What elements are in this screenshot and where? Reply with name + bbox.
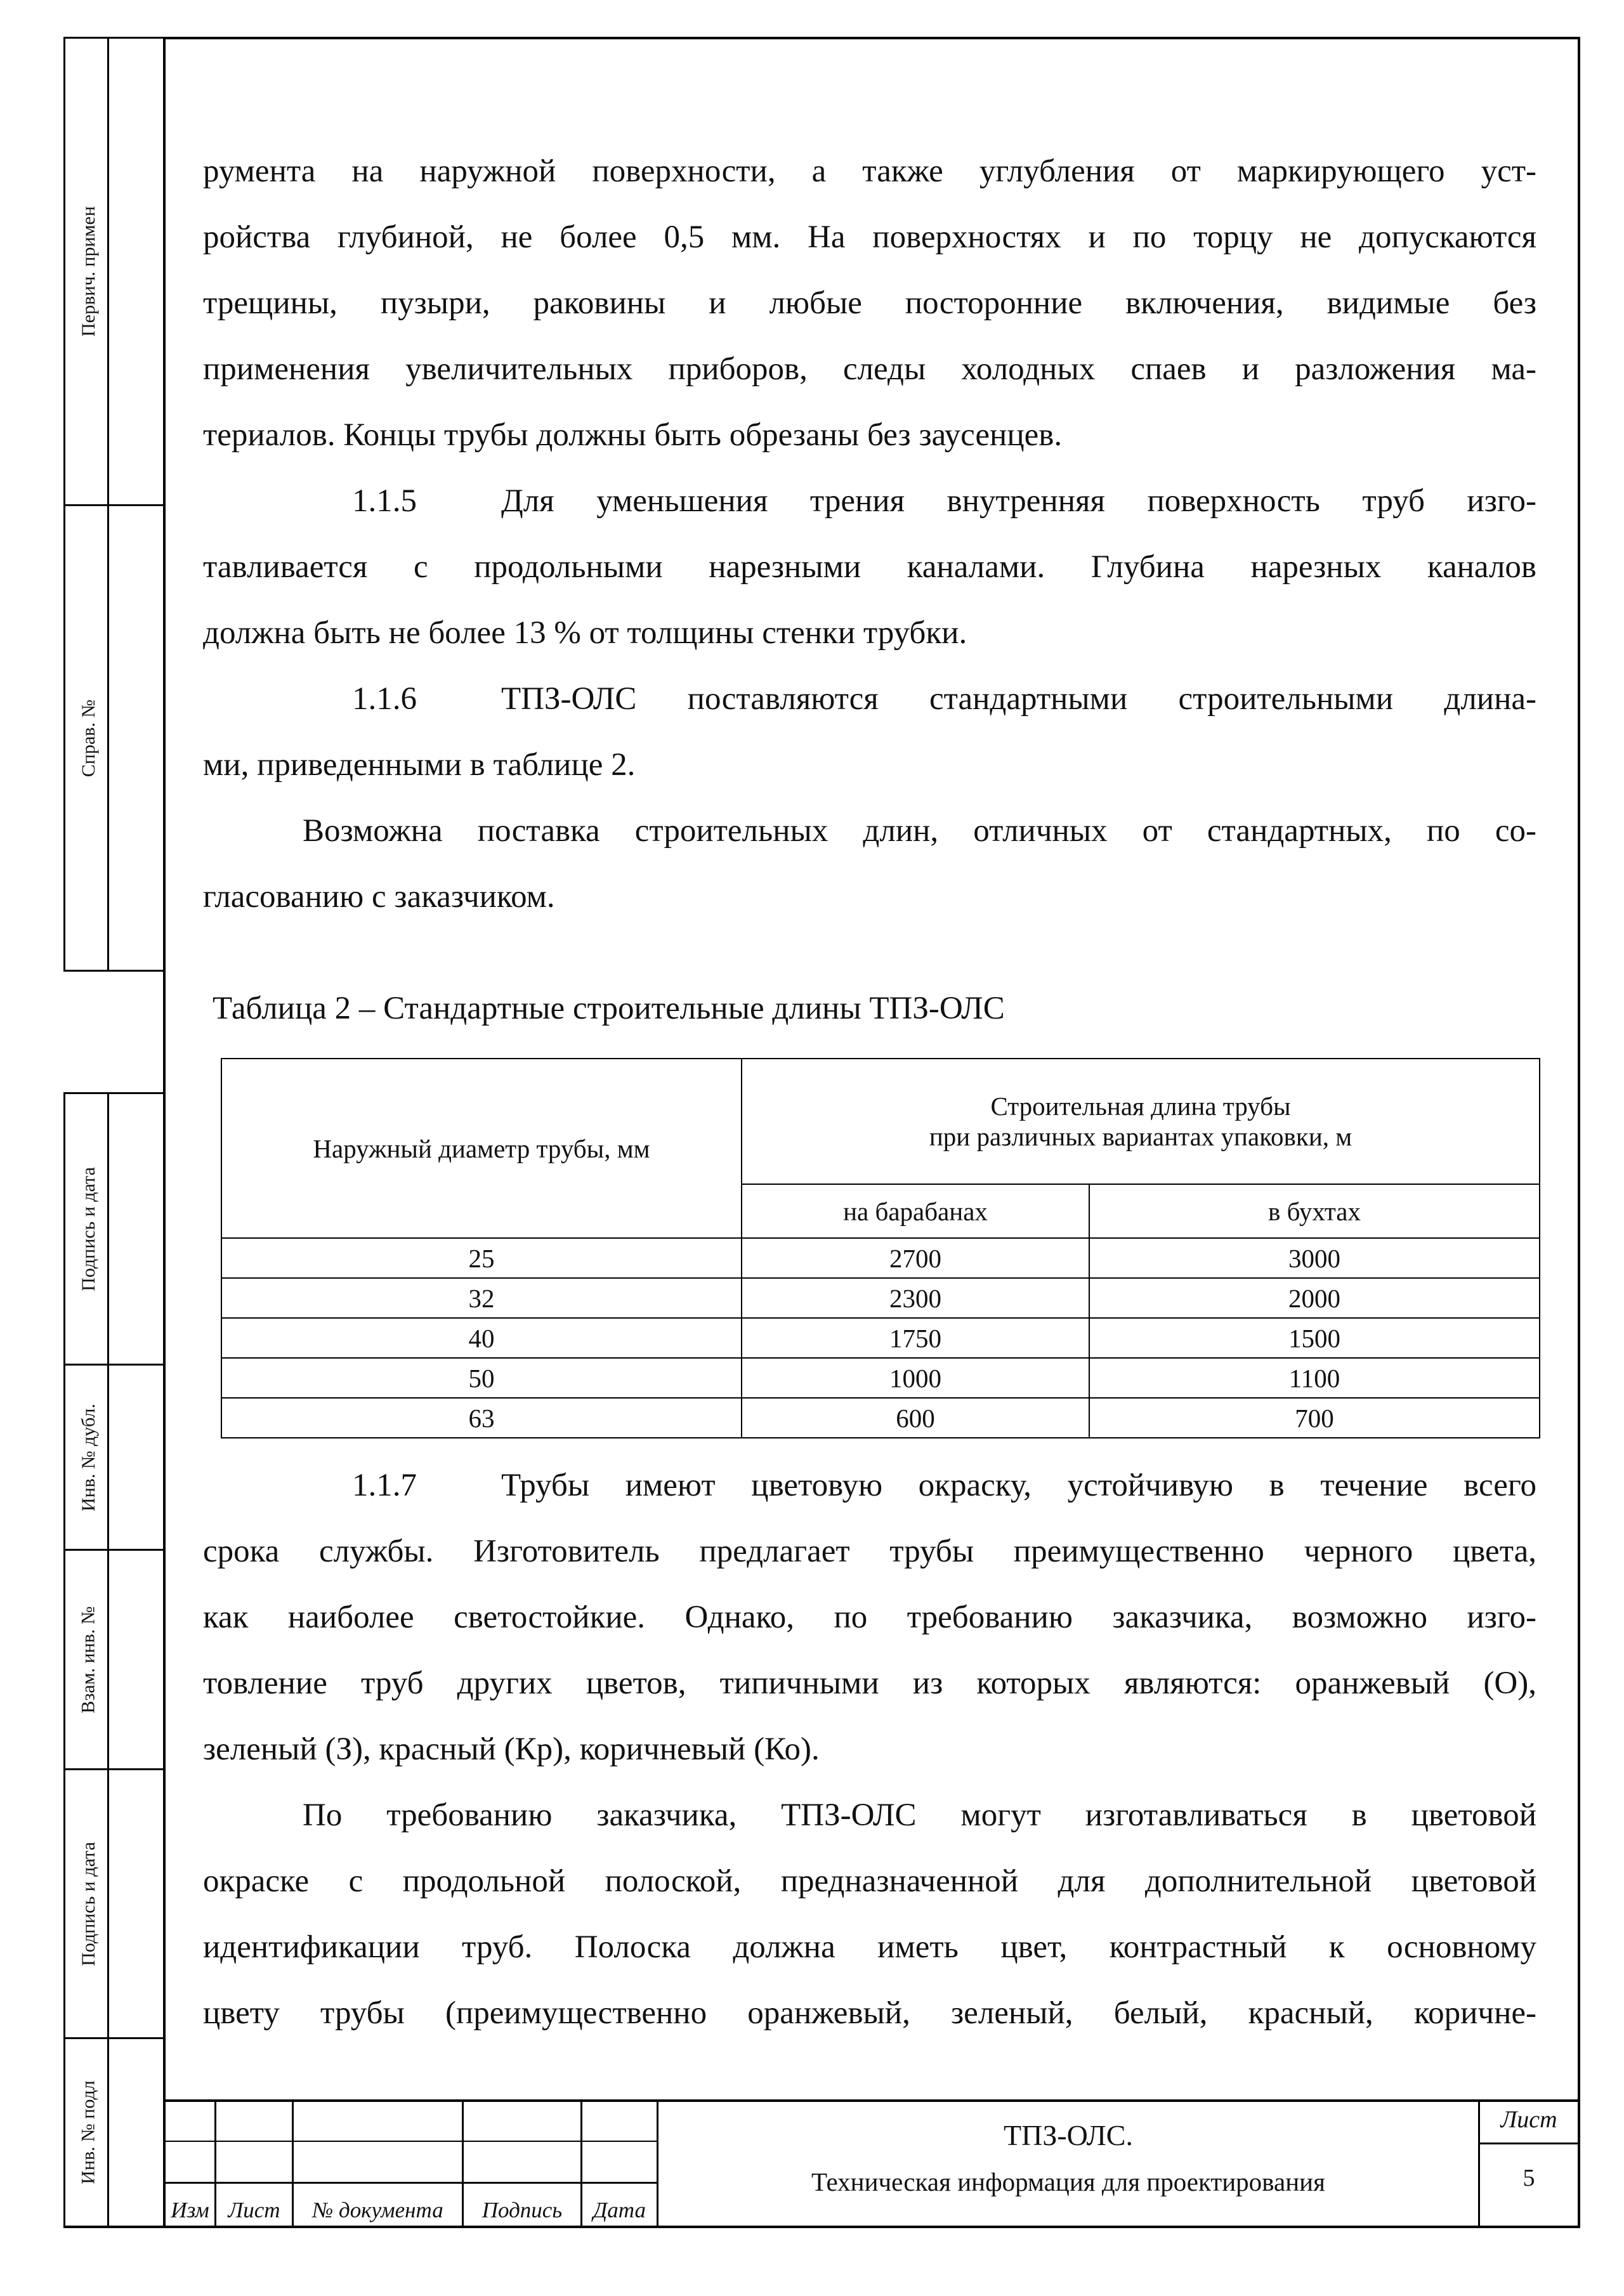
body-line: ТПЗ-ОЛС поставляются стандартными строительными длина- — [501, 681, 1536, 717]
body-line: применения увеличительных приборов, следы холодных спаев и разложения ма- — [203, 351, 1536, 387]
frame-outer-left — [163, 37, 166, 2228]
table-header-diameter: Наружный диаметр трубы, мм — [221, 1059, 742, 1238]
table-cell: 32 — [221, 1278, 742, 1318]
body-line: тавливается с продольными нарезными каналами. Глубина нарезных каналов — [203, 549, 1536, 585]
title-block-row-line-2 — [163, 2182, 658, 2184]
body-line: зеленый (З), красный (Кр), коричневый (Ко). — [203, 1732, 820, 1767]
title-block-izm: Изм — [171, 2198, 209, 2222]
side-strip-lower-left — [63, 1092, 65, 2228]
table-header-length-line1: Строительная длина трубы — [990, 1092, 1291, 1121]
body-line: должна быть не более 13 % от толщины стенки трубки. — [203, 615, 967, 651]
side-label-inv-podl: Инв. № подл — [78, 2080, 99, 2184]
table-subheader-coils: в бухтах — [1089, 1184, 1540, 1238]
document-subtitle: Техническая информация для проектирования — [811, 2167, 1325, 2196]
title-block-sheet-row-line — [1478, 2143, 1580, 2144]
table-row — [221, 1278, 1540, 1318]
table-cell: 40 — [221, 1318, 742, 1358]
body-line: товление труб других цветов, типичными из которых являются: оранжевый (О), — [203, 1666, 1536, 1701]
document-title: ТПЗ-ОЛС. — [1004, 2119, 1133, 2151]
title-block-top — [163, 2099, 1580, 2102]
body-line: трещины, пузыри, раковины и любые посторонние включения, видимые без — [203, 285, 1536, 321]
clause-number: 1.1.5 — [352, 483, 417, 519]
body-line: гласованию с заказчиком. — [203, 879, 555, 915]
table-cell: 1750 — [742, 1318, 1089, 1358]
side-label-vzam-inv: Взам. инв. № — [78, 1605, 99, 1714]
table-subheader-drums: на барабанах — [742, 1184, 1089, 1238]
body-line: цвету трубы (преимущественно оранжевый, зеленый, белый, красный, коричне- — [203, 1995, 1536, 2031]
body-line: ройства глубиной, не более 0,5 мм. На поверхностях и по торцу не допускаются — [203, 219, 1536, 255]
body-line: идентификации труб. Полоска должна иметь цвет, контрастный к основному — [203, 1929, 1536, 1965]
body-line: Трубы имеют цветовую окраску, устойчивую в течение всего — [501, 1468, 1536, 1503]
lengths-table — [221, 1058, 1540, 1438]
title-block-data: Дата — [593, 2198, 646, 2222]
table-cell: 1000 — [742, 1358, 1089, 1398]
body-line: окраске с продольной полоской, предназначенной для дополнительной цветовой — [203, 1863, 1536, 1899]
body-line: Возможна поставка строительных длин, отличных от стандартных, по со- — [303, 813, 1536, 849]
clause-number: 1.1.6 — [352, 681, 417, 717]
clause-number: 1.1.7 — [352, 1468, 417, 1503]
sheet-label: Лист — [1500, 2106, 1557, 2133]
side-label-podpis-data-1: Подпись и дата — [78, 1166, 100, 1291]
title-block-list: Лист — [228, 2198, 280, 2222]
sheet-number: 5 — [1522, 2165, 1535, 2191]
table-cell: 2700 — [742, 1238, 1089, 1278]
title-block-podpis: Подпись — [481, 2198, 563, 2222]
body-line: ми, приведенными в таблице 2. — [203, 747, 636, 783]
body-line: румента на наружной поверхности, а также углубления от маркирующего уст- — [203, 153, 1536, 189]
side-label-inv-dubl: Инв. № дубл. — [78, 1403, 99, 1511]
side-label-podpis-data-2: Подпись и дата — [78, 1841, 100, 1966]
frame-top — [163, 37, 1580, 39]
side-strip-lower-mid — [107, 1092, 109, 2228]
table-row — [221, 1398, 1540, 1438]
table-row — [221, 1238, 1540, 1278]
table-row — [221, 1318, 1540, 1358]
body-line: Для уменьшения трения внутренняя поверхность труб изго- — [501, 483, 1536, 519]
table-caption: Таблица 2 – Стандартные строительные длины ТПЗ-ОЛС — [213, 991, 1005, 1026]
table-cell: 2300 — [742, 1278, 1089, 1318]
side-label-sprav-no: Справ. № — [78, 699, 100, 777]
table-cell: 700 — [1089, 1398, 1540, 1438]
frame-right — [1578, 37, 1580, 2228]
side-strip-upper-bottom — [63, 970, 164, 972]
table-cell: 50 — [221, 1358, 742, 1398]
body-line: териалов. Концы трубы должны быть обрезаны без заусенцев. — [203, 417, 1063, 453]
table-cell: 2000 — [1089, 1278, 1540, 1318]
table-row — [221, 1358, 1540, 1398]
title-block-row-line-1 — [163, 2141, 658, 2142]
body-line: срока службы. Изготовитель предлагает трубы преимущественно черного цвета, — [203, 1534, 1536, 1569]
title-block-doc-no: № документа — [312, 2198, 443, 2222]
side-label-perv-primen: Первич. примен — [78, 205, 100, 337]
body-line: как наиболее светостойкие. Однако, по требованию заказчика, возможно изго- — [203, 1600, 1536, 1635]
table-cell: 1100 — [1089, 1358, 1540, 1398]
table-cell: 63 — [221, 1398, 742, 1438]
frame-bottom — [63, 2226, 1580, 2228]
table-cell: 3000 — [1089, 1238, 1540, 1278]
table-header-length — [742, 1059, 1540, 1184]
table-cell: 25 — [221, 1238, 742, 1278]
table-cell: 600 — [742, 1398, 1089, 1438]
body-line: По требованию заказчика, ТПЗ-ОЛС могут изготавливаться в цветовой — [303, 1797, 1536, 1833]
table-header-length-line2: при различных вариантах упаковки, м — [929, 1122, 1352, 1151]
table-cell: 1500 — [1089, 1318, 1540, 1358]
